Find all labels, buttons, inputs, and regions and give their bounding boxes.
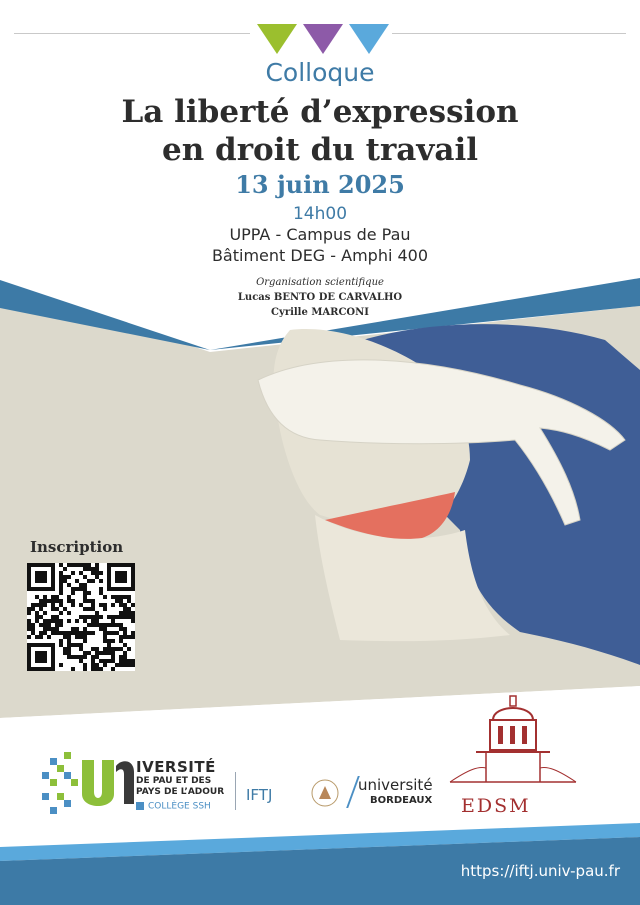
organizer-name: Cyrille MARCONI (271, 307, 369, 318)
website-link[interactable]: https://iftj.univ-pau.fr (460, 862, 620, 880)
inscription-qr-code[interactable] (27, 563, 135, 671)
inscription-label: Inscription (30, 538, 124, 556)
event-time: 14h00 (292, 204, 348, 224)
iftj-logo: IFTJ (246, 786, 273, 804)
bordeaux-logo-line2: BORDEAUX (370, 795, 433, 806)
uppa-college (136, 802, 224, 812)
logo-separator (235, 772, 236, 810)
uppa-line1: IVERSITÉ (136, 758, 216, 776)
uppa-college-label: COLLÈGE SSH (148, 801, 211, 812)
triangle-purple (303, 24, 343, 54)
uppa-logo-mark (42, 752, 134, 816)
bordeaux-logo-line1: université (358, 776, 433, 794)
uppa-logo-text (136, 760, 224, 812)
triangle-green (257, 24, 297, 54)
organisation-label: Organisation scientifique (256, 277, 384, 288)
page-title-line1: La liberté d’expression (121, 94, 519, 130)
edsm-observatory-icon (448, 690, 578, 790)
institut-travail-seal-icon (310, 778, 340, 808)
uppa-line3: PAYS DE L’ADOUR (136, 787, 225, 797)
page-title-line2: en droit du travail (161, 132, 479, 168)
triangle-blue (349, 24, 389, 54)
venue-line1: UPPA - Campus de Pau (229, 225, 411, 244)
illustration-band (0, 270, 640, 750)
event-type: Colloque (265, 58, 375, 87)
top-rule-right (392, 33, 626, 34)
edsm-logo-text: EDSM (461, 795, 531, 817)
event-date: 13 juin 2025 (235, 170, 405, 199)
top-rule-left (14, 33, 250, 34)
footer-band (0, 815, 640, 905)
triangle-ornament (255, 22, 391, 56)
uppa-line2: DE PAU ET DES (136, 776, 212, 786)
organizer-name: Lucas BENTO DE CARVALHO (237, 292, 403, 303)
venue-line2: Bâtiment DEG - Amphi 400 (211, 246, 429, 265)
